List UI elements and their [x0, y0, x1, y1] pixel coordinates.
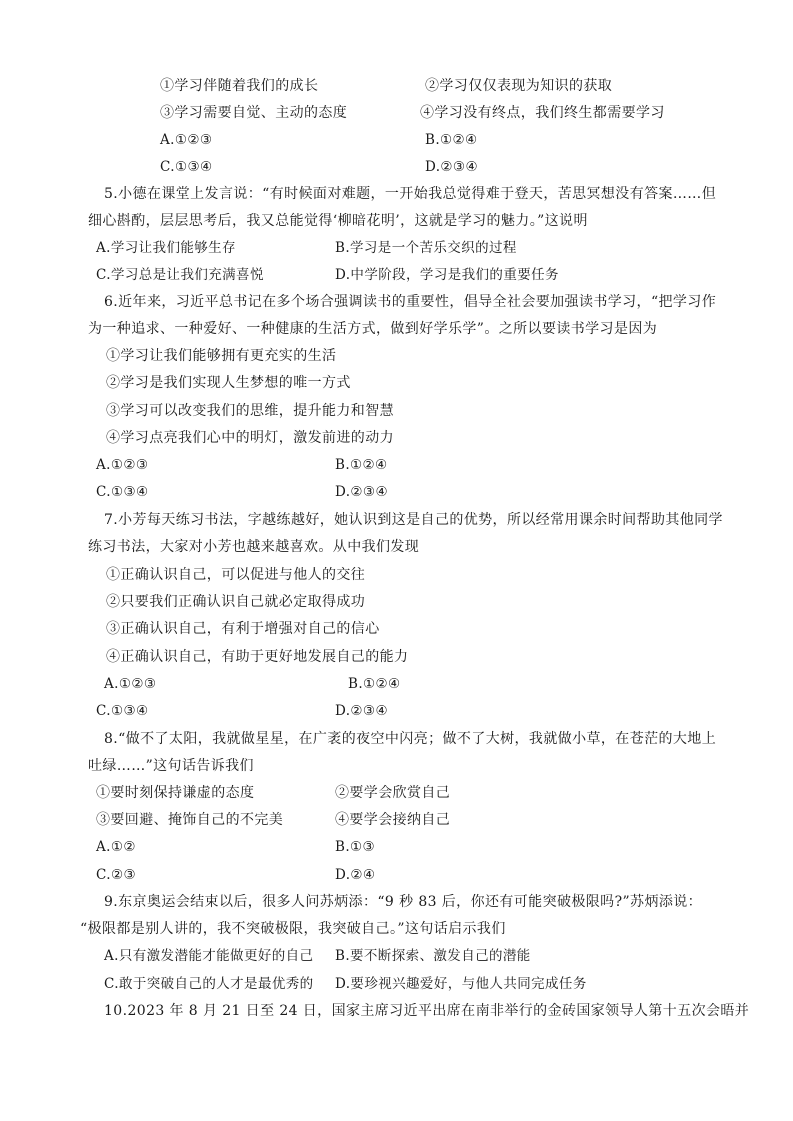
q7-option-b: B.①②④ — [348, 676, 401, 692]
q6-option-c: C.①③④ — [96, 484, 149, 500]
q5-option-d: D.中学阶段，学习是我们的重要任务 — [335, 267, 559, 283]
q4-option-b: B.①②④ — [425, 132, 478, 148]
q7-option-c: C.①③④ — [96, 703, 149, 719]
q6-stem-line-2: 为一种追求、一种爱好、一种健康的生活方式，做到好学乐学”。之所以要读书学习是因为 — [88, 321, 658, 337]
q8-option-d: D.②④ — [335, 867, 376, 883]
q5-option-b: B.学习是一个苦乐交织的过程 — [335, 240, 517, 256]
q7-stem-line-1: 7.小芳每天练习书法，字越练越好，她认识到这是自己的优势，所以经常用课余时间帮助其他同学 — [104, 512, 723, 528]
q5-stem-line-1: 5.小德在课堂上发言说：“有时候面对难题，一开始我总觉得难于登天，苦思冥想没有答案……但 — [104, 186, 717, 202]
q4-option-c: C.①③④ — [160, 159, 213, 175]
q6-option-a: A.①②③ — [96, 457, 149, 473]
q6-statement-2: ②学习是我们实现人生梦想的唯一方式 — [106, 375, 351, 391]
q5-option-a: A.学习让我们能够生存 — [96, 240, 236, 256]
q6-statement-3: ③学习可以改变我们的思维，提升能力和智慧 — [106, 403, 394, 419]
q8-statement-1: ①要时刻保持谦虚的态度 — [96, 785, 255, 801]
q6-statement-4: ④学习点亮我们心中的明灯，激发前进的动力 — [106, 430, 394, 446]
q6-statement-1: ①学习让我们能够拥有更充实的生活 — [106, 348, 337, 364]
q8-stem-line-1: 8.“做不了太阳，我就做星星，在广袤的夜空中闪亮；做不了大树，我就做小草，在苍茫的大地上 — [104, 731, 717, 747]
q7-statement-4: ④正确认识自己，有助于更好地发展自己的能力 — [106, 649, 409, 665]
q4-option-a: A.①②③ — [160, 132, 213, 148]
q8-option-b: B.①③ — [335, 839, 376, 855]
q7-statement-2: ②只要我们正确认识自己就必定取得成功 — [106, 594, 366, 610]
q10-stem-line-1: 10.2023 年 8 月 21 日至 24 日，国家主席习近平出席在南非举行的金砖国家领导人第十五次会晤并 — [104, 1003, 750, 1019]
q5-stem-line-2: 细心斟酌，层层思考后，我又总能觉得‘柳暗花明’，这就是学习的魅力。”这说明 — [88, 213, 588, 229]
q9-option-c: C.敢于突破自己的人才是最优秀的 — [104, 976, 314, 992]
q7-stem-line-2: 练习书法，大家对小芳也越来越喜欢。从中我们发现 — [88, 539, 420, 555]
q7-statement-3: ③正确认识自己，有利于增强对自己的信心 — [106, 621, 380, 637]
q8-statement-3: ③要回避、掩饰自己的不完美 — [96, 812, 284, 828]
q7-statement-1: ①正确认识自己，可以促进与他人的交往 — [106, 567, 366, 583]
q8-statement-2: ②要学会欣赏自己 — [335, 785, 451, 801]
q9-option-a: A.只有激发潜能才能做更好的自己 — [104, 948, 314, 964]
q9-stem-line-1: 9.东京奥运会结束以后，很多人问苏炳添：“9 秒 83 后，你还有可能突破极限吗?”苏炳添说： — [104, 894, 703, 910]
q4-statement-3: ③学习需要自觉、主动的态度 — [160, 105, 348, 121]
q4-statement-1: ①学习伴随着我们的成长 — [160, 78, 319, 94]
q5-option-c: C.学习总是让我们充满喜悦 — [96, 267, 264, 283]
q9-option-b: B.要不断探索、激发自己的潜能 — [335, 948, 531, 964]
q8-option-c: C.②③ — [96, 867, 136, 883]
q7-option-d: D.②③④ — [335, 703, 388, 719]
q4-statement-4: ④学习没有终点，我们终生都需要学习 — [420, 105, 665, 121]
q9-stem-line-2: “极限都是别人讲的，我不突破极限，我突破自己。”这句话启示我们 — [80, 921, 506, 937]
q6-stem-line-1: 6.近年来，习近平总书记在多个场合强调读书的重要性，倡导全社会要加强读书学习，“把学习作 — [104, 294, 717, 310]
q4-statement-2: ②学习仅仅表现为知识的获取 — [425, 78, 613, 94]
q8-statement-4: ④要学会接纳自己 — [335, 812, 451, 828]
q8-stem-line-2: 吐绿……”这句话告诉我们 — [88, 758, 254, 774]
q7-option-a: A.①②③ — [104, 676, 157, 692]
q6-option-d: D.②③④ — [335, 484, 388, 500]
q9-option-d: D.要珍视兴趣爱好，与他人共同完成任务 — [335, 976, 587, 992]
q6-option-b: B.①②④ — [335, 457, 388, 473]
q8-option-a: A.①② — [96, 839, 136, 855]
q4-option-d: D.②③④ — [425, 159, 478, 175]
